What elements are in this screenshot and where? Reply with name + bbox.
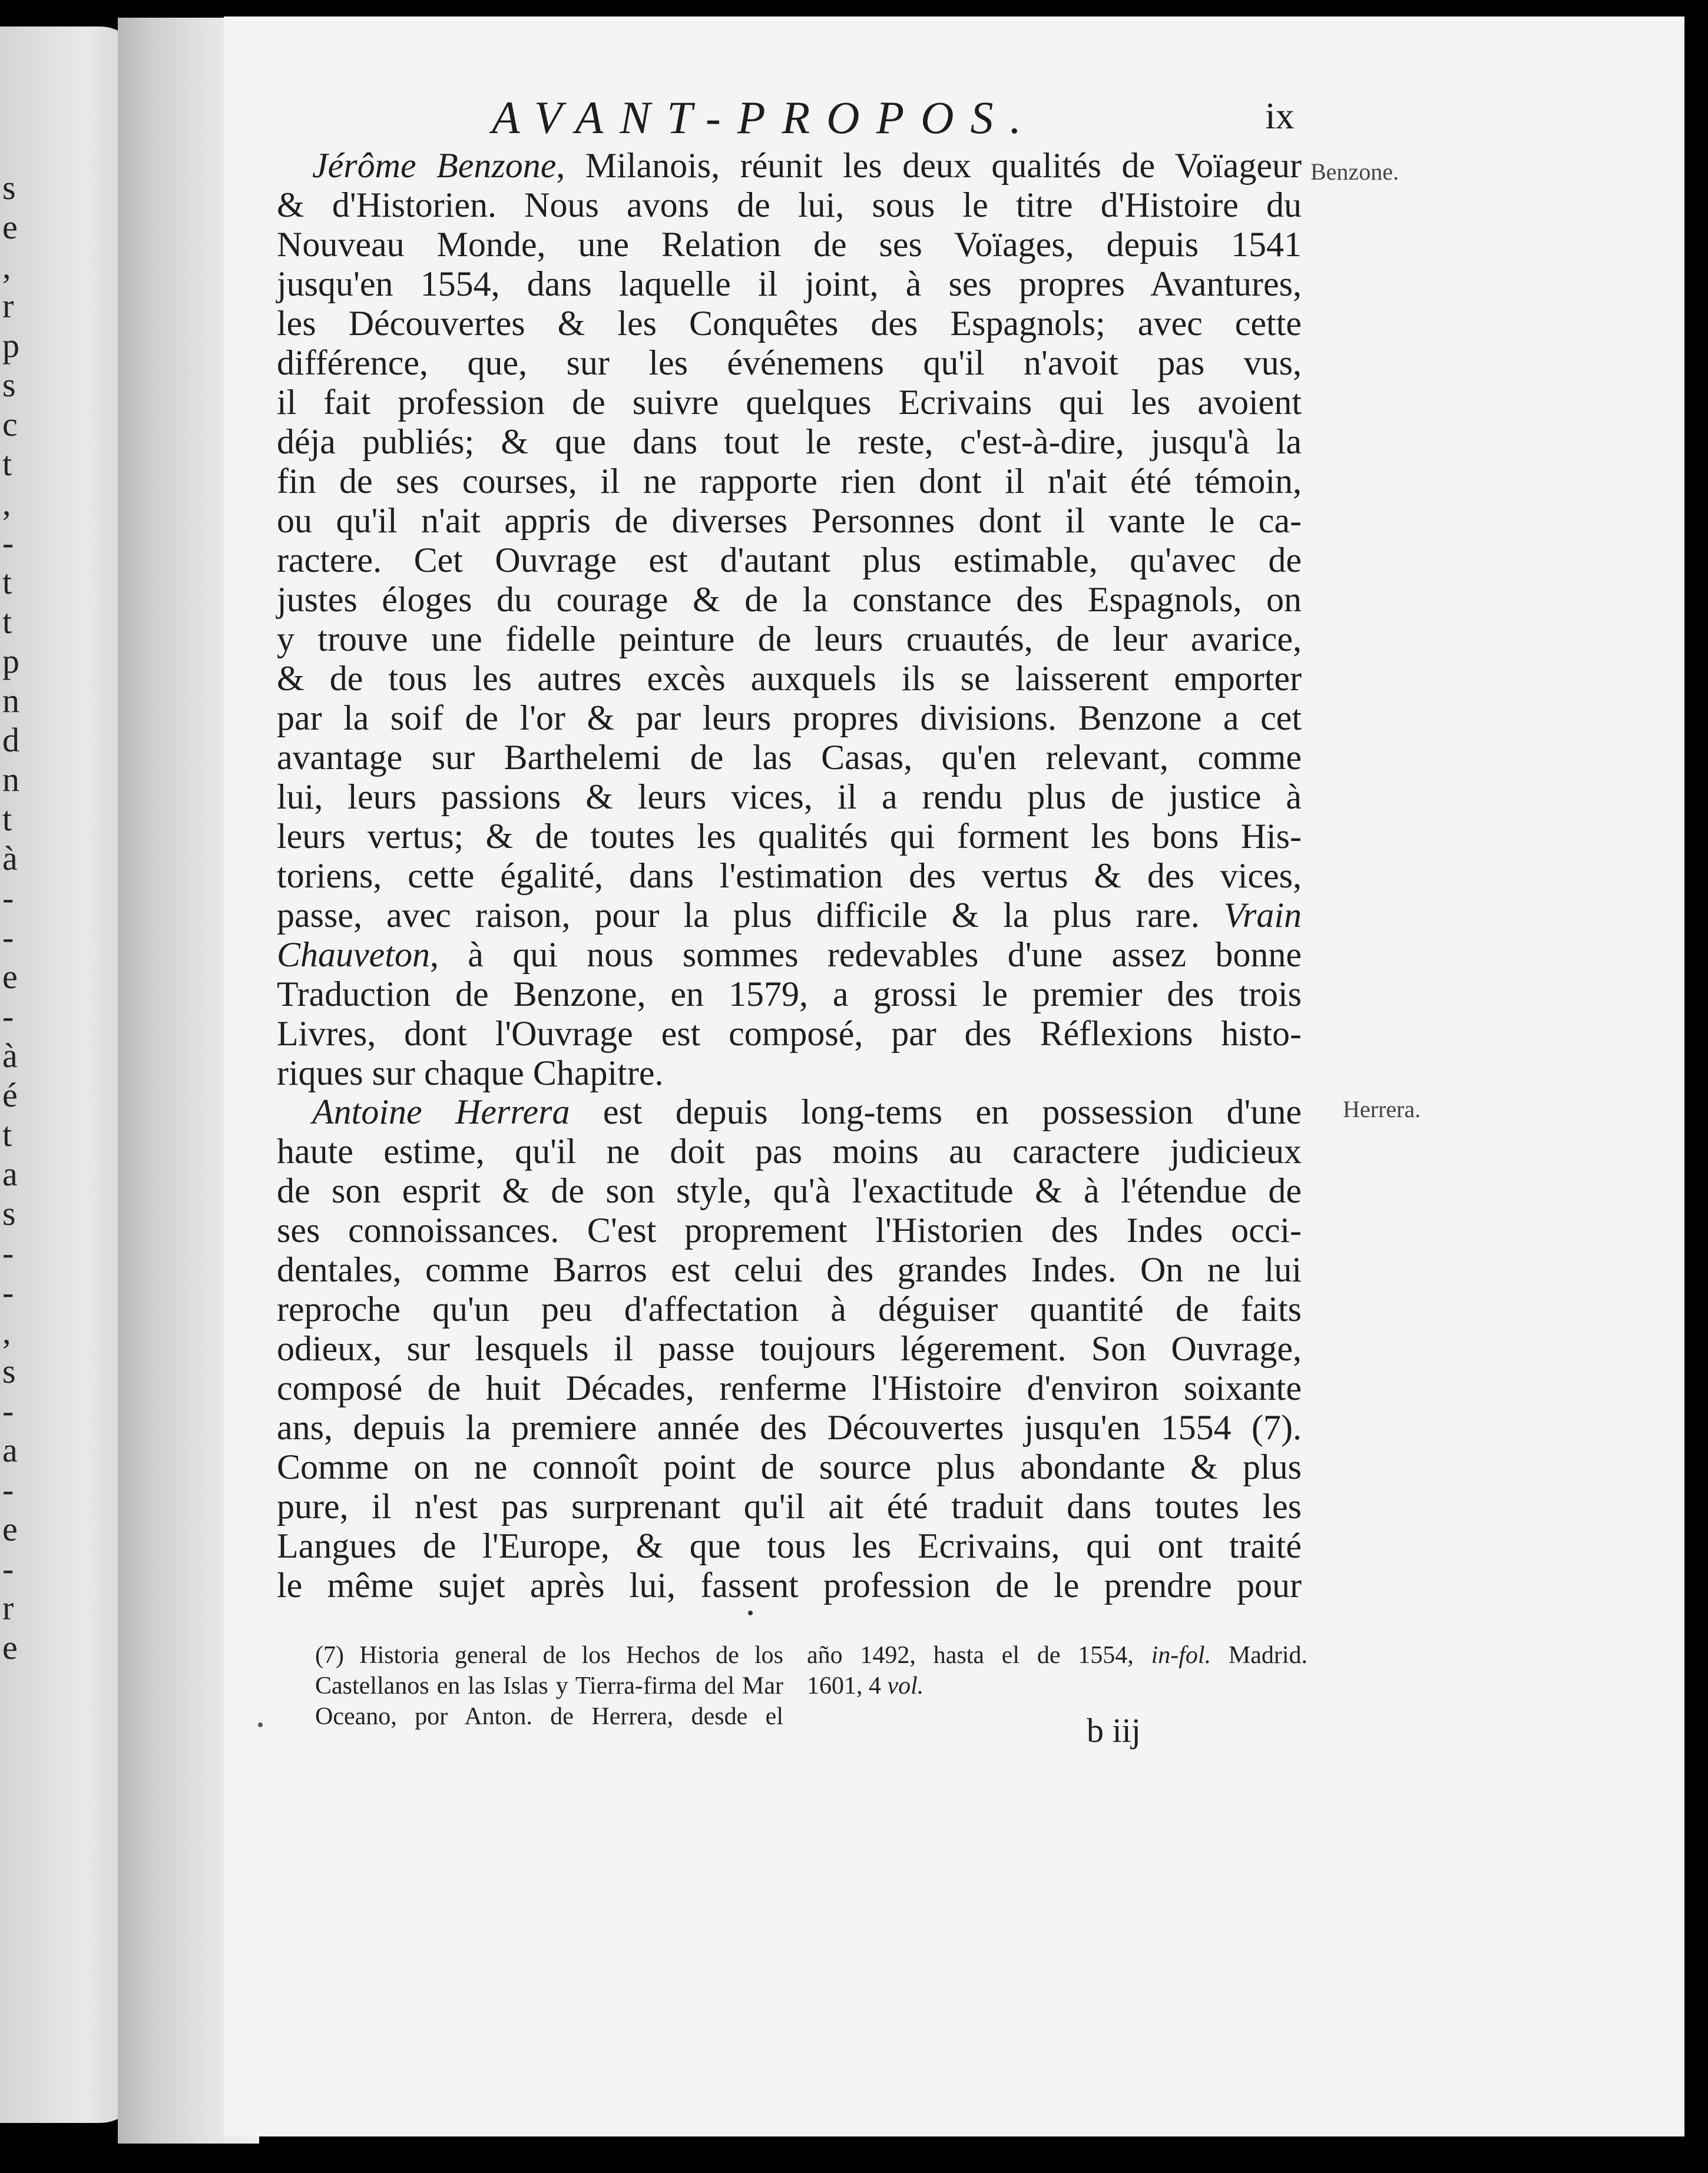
text-line: Chauveton, à qui nous sommes redevables d'une assez bonne: [277, 935, 1302, 974]
stub-letter: t: [2, 563, 12, 601]
stub-letter: -: [2, 1549, 14, 1588]
text-line: composé de huit Décades, renferme l'Histoire d'environ soixante: [277, 1369, 1302, 1407]
stub-letter: e: [2, 958, 18, 996]
stub-letter: é: [2, 1076, 18, 1114]
stub-letter: à: [2, 839, 18, 877]
footnote-right-column: [807, 1640, 1308, 1701]
stub-letter: s: [2, 1194, 16, 1233]
stub-letter: n: [2, 760, 19, 799]
text-line: différence, que, sur les événemens qu'il n'avoit pas vus,: [277, 343, 1302, 382]
running-head: AVANT-PROPOS.: [492, 92, 1038, 143]
stub-letter: t: [2, 602, 12, 641]
text-line: riques sur chaque Chapitre.: [277, 1054, 664, 1092]
stub-letter: p: [2, 326, 19, 365]
stub-letter: r: [2, 1589, 14, 1627]
stub-letter: t: [2, 445, 12, 483]
stub-letter: -: [2, 1470, 14, 1509]
author-name-herrera: Antoine Herrera: [312, 1092, 570, 1131]
text-line: déja publiés; & que dans tout le reste, c'est-à-dire, jusqu'à la: [277, 422, 1302, 461]
stub-letter: à: [2, 1036, 18, 1075]
stub-letter: e: [2, 208, 18, 246]
text-line: pure, il n'est pas surprenant qu'il ait été traduit dans toutes les: [277, 1487, 1302, 1526]
page-number: ix: [1265, 95, 1295, 137]
stub-letter: ,: [2, 484, 11, 522]
text-line: avantage sur Barthelemi de las Casas, qu'en relevant, comme: [277, 738, 1302, 777]
stub-letter: e: [2, 1510, 18, 1548]
text-line: odieux, sur lesquels il passe toujours légerement. Son Ouvrage,: [277, 1329, 1302, 1368]
text-line: passe, avec raison, pour la plus difficile & la plus rare. Vrain: [277, 896, 1302, 935]
stub-letter: -: [2, 1234, 14, 1272]
stub-letter: t: [2, 1115, 12, 1154]
stub-letter: s: [2, 1352, 16, 1390]
footnote-line: (7) Historia general de los Hechos de los: [315, 1642, 783, 1669]
text-line: dentales, comme Barros est celui des grandes Indes. On ne lui: [277, 1250, 1302, 1289]
stub-letter: -: [2, 918, 14, 956]
margin-note-benzone: Benzone.: [1310, 158, 1399, 185]
stub-letter: t: [2, 800, 12, 838]
text-line: toriens, cette égalité, dans l'estimation des vertus & des vices,: [277, 856, 1302, 895]
footnote-line: 1601, 4 vol.: [807, 1672, 924, 1700]
text-line: reproche qu'un peu d'affectation à déguiser quantité de faits: [277, 1290, 1302, 1329]
footnote-line: Oceano, por Anton. de Herrera, desde el: [315, 1703, 783, 1730]
margin-dot: [258, 1722, 263, 1727]
text-line: par la soif de l'or & par leurs propres divisions. Benzone a cet: [277, 698, 1302, 737]
stub-letter: -: [2, 1273, 14, 1311]
text-line: il fait profession de suivre quelques Ecrivains qui les avoient: [277, 383, 1302, 422]
text-line: & d'Historien. Nous avons de lui, sous le titre d'Histoire du: [277, 186, 1302, 224]
signature-mark: b iij: [1087, 1711, 1141, 1750]
text-line: haute estime, qu'il ne doit pas moins au caractere judicieux: [277, 1132, 1302, 1171]
text-line: Jérôme Benzone, Milanois, réunit les deux qualités de Voïageur: [312, 146, 1302, 185]
text-line: fin de ses courses, il ne rapporte rien dont il n'ait été témoin,: [277, 462, 1302, 501]
text-line: jusqu'en 1554, dans laquelle il joint, à ses propres Avantures,: [277, 264, 1302, 303]
text-line: le même sujet après lui, fassent profession de le prendre pour: [277, 1566, 1302, 1605]
catchword-dot: [748, 1611, 753, 1615]
stub-letter: p: [2, 642, 19, 680]
stub-letter: -: [2, 997, 14, 1035]
text-line: Traduction de Benzone, en 1579, a grossi le premier des trois: [277, 975, 1302, 1013]
stub-letter: a: [2, 1431, 18, 1469]
text-line: Livres, dont l'Ouvrage est composé, par des Réflexions histo-: [277, 1014, 1302, 1053]
text-line: Nouveau Monde, une Relation de ses Voïages, depuis 1541: [277, 225, 1302, 264]
stub-letter: -: [2, 1392, 14, 1430]
text-line: y trouve une fidelle peinture de leurs cruautés, de leur avarice,: [277, 620, 1302, 658]
text-line: les Découvertes & les Conquêtes des Espagnols; avec cette: [277, 304, 1302, 343]
footnote-left-column: [315, 1640, 783, 1732]
text-line: Antoine Herrera est depuis long-tems en possession d'une: [312, 1092, 1302, 1131]
stub-letter: e: [2, 1628, 18, 1667]
text-line: de son esprit & de son style, qu'à l'exactitude & à l'étendue de: [277, 1171, 1302, 1210]
stub-letter: s: [2, 366, 16, 404]
text-line: leurs vertus; & de toutes les qualités qui forment les bons His-: [277, 817, 1302, 856]
stub-letter: c: [2, 405, 18, 443]
text-line: justes éloges du courage & de la constance des Espagnols, on: [277, 580, 1302, 619]
text-line: ractere. Cet Ouvrage est d'autant plus estimable, qu'avec de: [277, 541, 1302, 579]
text-line: lui, leurs passions & leurs vices, il a rendu plus de justice à: [277, 777, 1302, 816]
margin-note-herrera: Herrera.: [1343, 1096, 1421, 1122]
left-page-stub-letters: [0, 168, 35, 1746]
stub-letter: -: [2, 879, 14, 917]
stub-letter: ,: [2, 247, 11, 286]
text-line: ses connoissances. C'est proprement l'Historien des Indes occi-: [277, 1211, 1302, 1250]
paragraph-benzone: [277, 146, 1302, 1093]
text-line: ou qu'il n'ait appris de diverses Personnes dont il vante le ca-: [277, 501, 1302, 540]
footnote-line: año 1492, hasta el de 1554, in-fol. Madrid.: [807, 1642, 1308, 1669]
stub-letter: -: [2, 524, 14, 562]
text-line: & de tous les autres excès auxquels ils se laisserent emporter: [277, 659, 1302, 698]
stub-letter: n: [2, 681, 19, 720]
text-line: ans, depuis la premiere année des Découvertes jusqu'en 1554 (7).: [277, 1408, 1302, 1447]
author-name-chauveton: Chauveton: [277, 935, 430, 974]
author-name-benzone: Jérôme Benzone: [312, 146, 557, 185]
text-line: Comme on ne connoît point de source plus abondante & plus: [277, 1447, 1302, 1486]
paragraph-herrera: [277, 1092, 1302, 1605]
stub-letter: d: [2, 721, 19, 759]
stub-letter: a: [2, 1155, 18, 1193]
author-name-vrain: Vrain: [1223, 896, 1302, 935]
footnote-line: Castellanos en las Islas y Tierra-firma del Mar: [315, 1672, 783, 1700]
stub-letter: r: [2, 287, 14, 325]
stub-letter: ,: [2, 1313, 11, 1351]
text-line: Langues de l'Europe, & que tous les Ecrivains, qui ont traité: [277, 1526, 1302, 1565]
stub-letter: s: [2, 168, 16, 207]
